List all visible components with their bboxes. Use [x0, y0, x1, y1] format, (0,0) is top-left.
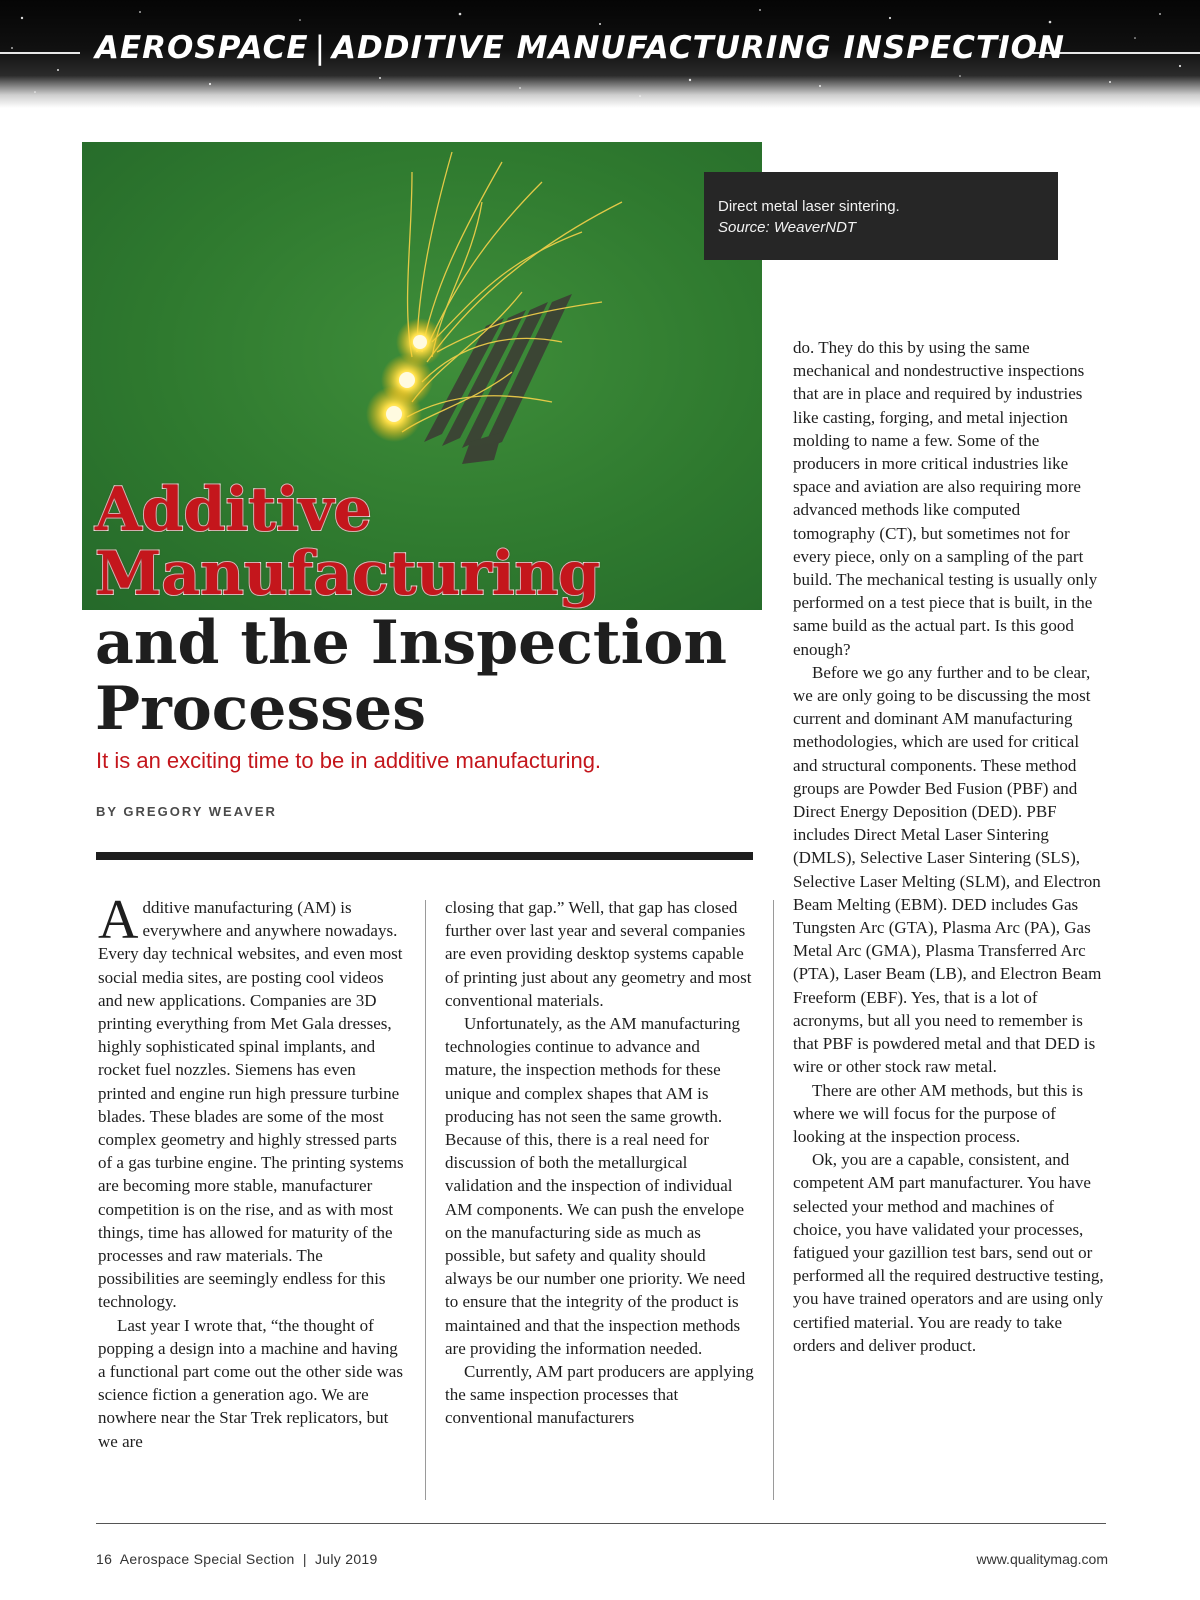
banner-separator: |: [314, 30, 327, 66]
article-column-2: [445, 896, 755, 1430]
paragraph: There are other AM methods, but this is where we will focus for the purpose of looking at the inspection process.: [793, 1080, 1084, 1146]
footer-separator: |: [302, 1551, 307, 1567]
headline-divider: [96, 852, 753, 860]
headline-line-2: Manufacturing: [95, 539, 601, 609]
drop-cap: A: [98, 889, 139, 951]
footer-date: July 2019: [314, 1551, 378, 1567]
article-column-3: [793, 336, 1105, 1357]
headline-line-4: Processes: [95, 674, 426, 744]
headline-line-3: and the Inspection: [95, 608, 728, 678]
paragraph: Before we go any further and to be clear, we are only going to be discussing the most current and dominant AM manufacturing methodologies, which are used for critical and structural components. These method groups are Powder Bed Fusion (PBF) and Direct Energy Deposition (DED). PBF includes Direct Metal Laser Sintering (DMLS), Selective Laser Sintering (SLS), Selective Laser Melting (SLM), and Electron Beam Melting (EBM). DED includes Gas Tungsten Arc (GTA), Plasma Arc (PA), Gas Metal Arc (GMA), Plasma Transferred Arc (PTA), Laser Beam (LB), and Electron Beam Freeform (EBF). Yes, that is a lot of acronyms, but all you need to remember is that PBF is powdered metal and that DED is wire or other stock raw metal.: [793, 662, 1102, 1077]
article-deck: It is an exciting time to be in additive manufacturing.: [96, 748, 602, 773]
banner-rule-left: [0, 52, 80, 54]
banner-title: [95, 30, 1065, 66]
column-divider: [773, 900, 774, 1500]
paragraph: Last year I wrote that, “the thought of popping a design into a machine and having a functional part come out the other side was science fiction a generation ago. We are nowhere near the Star Trek replicators, but we are: [98, 1315, 403, 1451]
paragraph: do. They do this by using the same mechanical and nondestructive inspections that are in place and required by industries like casting, forging, and metal injection molding to name a few. Some of the producers in more critical industries like space and aviation are also requiring more advanced methods like computed tomography (CT), but sometimes not for every piece, only on a sampling of the part build. The mechanical testing is usually only performed on a test piece that is built, in the same build as the actual part. Is this good enough?: [793, 338, 1098, 659]
footer-rule: [96, 1523, 1106, 1524]
article-byline: BY GREGORY WEAVER: [96, 804, 277, 819]
section-banner: [0, 0, 1200, 108]
paragraph: Currently, AM part producers are applying the same inspection processes that conventional manufacturers: [445, 1362, 754, 1428]
paragraph-text: dditive manufacturing (AM) is everywhere and anywhere nowadays. Every day technical websites, and even most social media sites, are posting cool videos and new applications. Companies are 3D printing everything from Met Gala dresses, highly sophisticated spinal implants, and rocket fuel nozzles. Siemens has even printed and engine run high pressure turbine blades. These blades are some of the most complex geometry and highly stressed parts of a gas turbine engine. The printing systems are becoming more stable, manufacturer competition is on the rise, and as with most things, time has allowed for maturity of the processes and raw materials. The possibilities are seemingly endless for this technology.: [98, 898, 404, 1312]
headline-line-1: Additive: [95, 475, 372, 545]
paragraph: closing that gap.” Well, that gap has closed further over last year and several companies are even providing desktop systems capable of printing just about any geometry and most conventional materials.: [445, 898, 752, 1010]
photo-caption: [704, 172, 1058, 260]
paragraph: Ok, you are a capable, consistent, and competent AM part manufacturer. You have selected your method and machines of choice, you have validated your processes, fatigued your gazillion test bars, send out or performed all the required destructive testing, you have trained operators and are using only certified material. You are ready to take orders and deliver product.: [793, 1150, 1104, 1355]
caption-source: Source: WeaverNDT: [718, 219, 857, 236]
caption-text: Direct metal laser sintering.: [718, 198, 900, 215]
paragraph: Unfortunately, as the AM manufacturing technologies continue to advance and mature, the inspection methods for these unique and complex shapes that AM is producing has not seen the same growth. Because of this, there is a real need for discussion of both the metallurgical validation and the inspection of individual AM components. We can push the envelope on the manufacturing side as much as possible, but safety and quality should always be our number one priority. We need to ensure that the integrity of the product is maintained and that the inspection methods are providing the information needed.: [445, 1014, 746, 1358]
paragraph: [98, 889, 406, 1314]
column-divider: [425, 900, 426, 1500]
footer-folio: [96, 1551, 378, 1567]
article-column-1: [98, 889, 406, 1453]
page-number: 16: [96, 1551, 113, 1567]
article-headline: [95, 475, 785, 744]
footer-section: Aerospace Special Section: [119, 1551, 295, 1567]
banner-section: AEROSPACE: [95, 30, 309, 66]
footer-url: www.qualitymag.com: [976, 1551, 1108, 1567]
banner-topic: ADDITIVE MANUFACTURING INSPECTION: [332, 30, 1065, 66]
